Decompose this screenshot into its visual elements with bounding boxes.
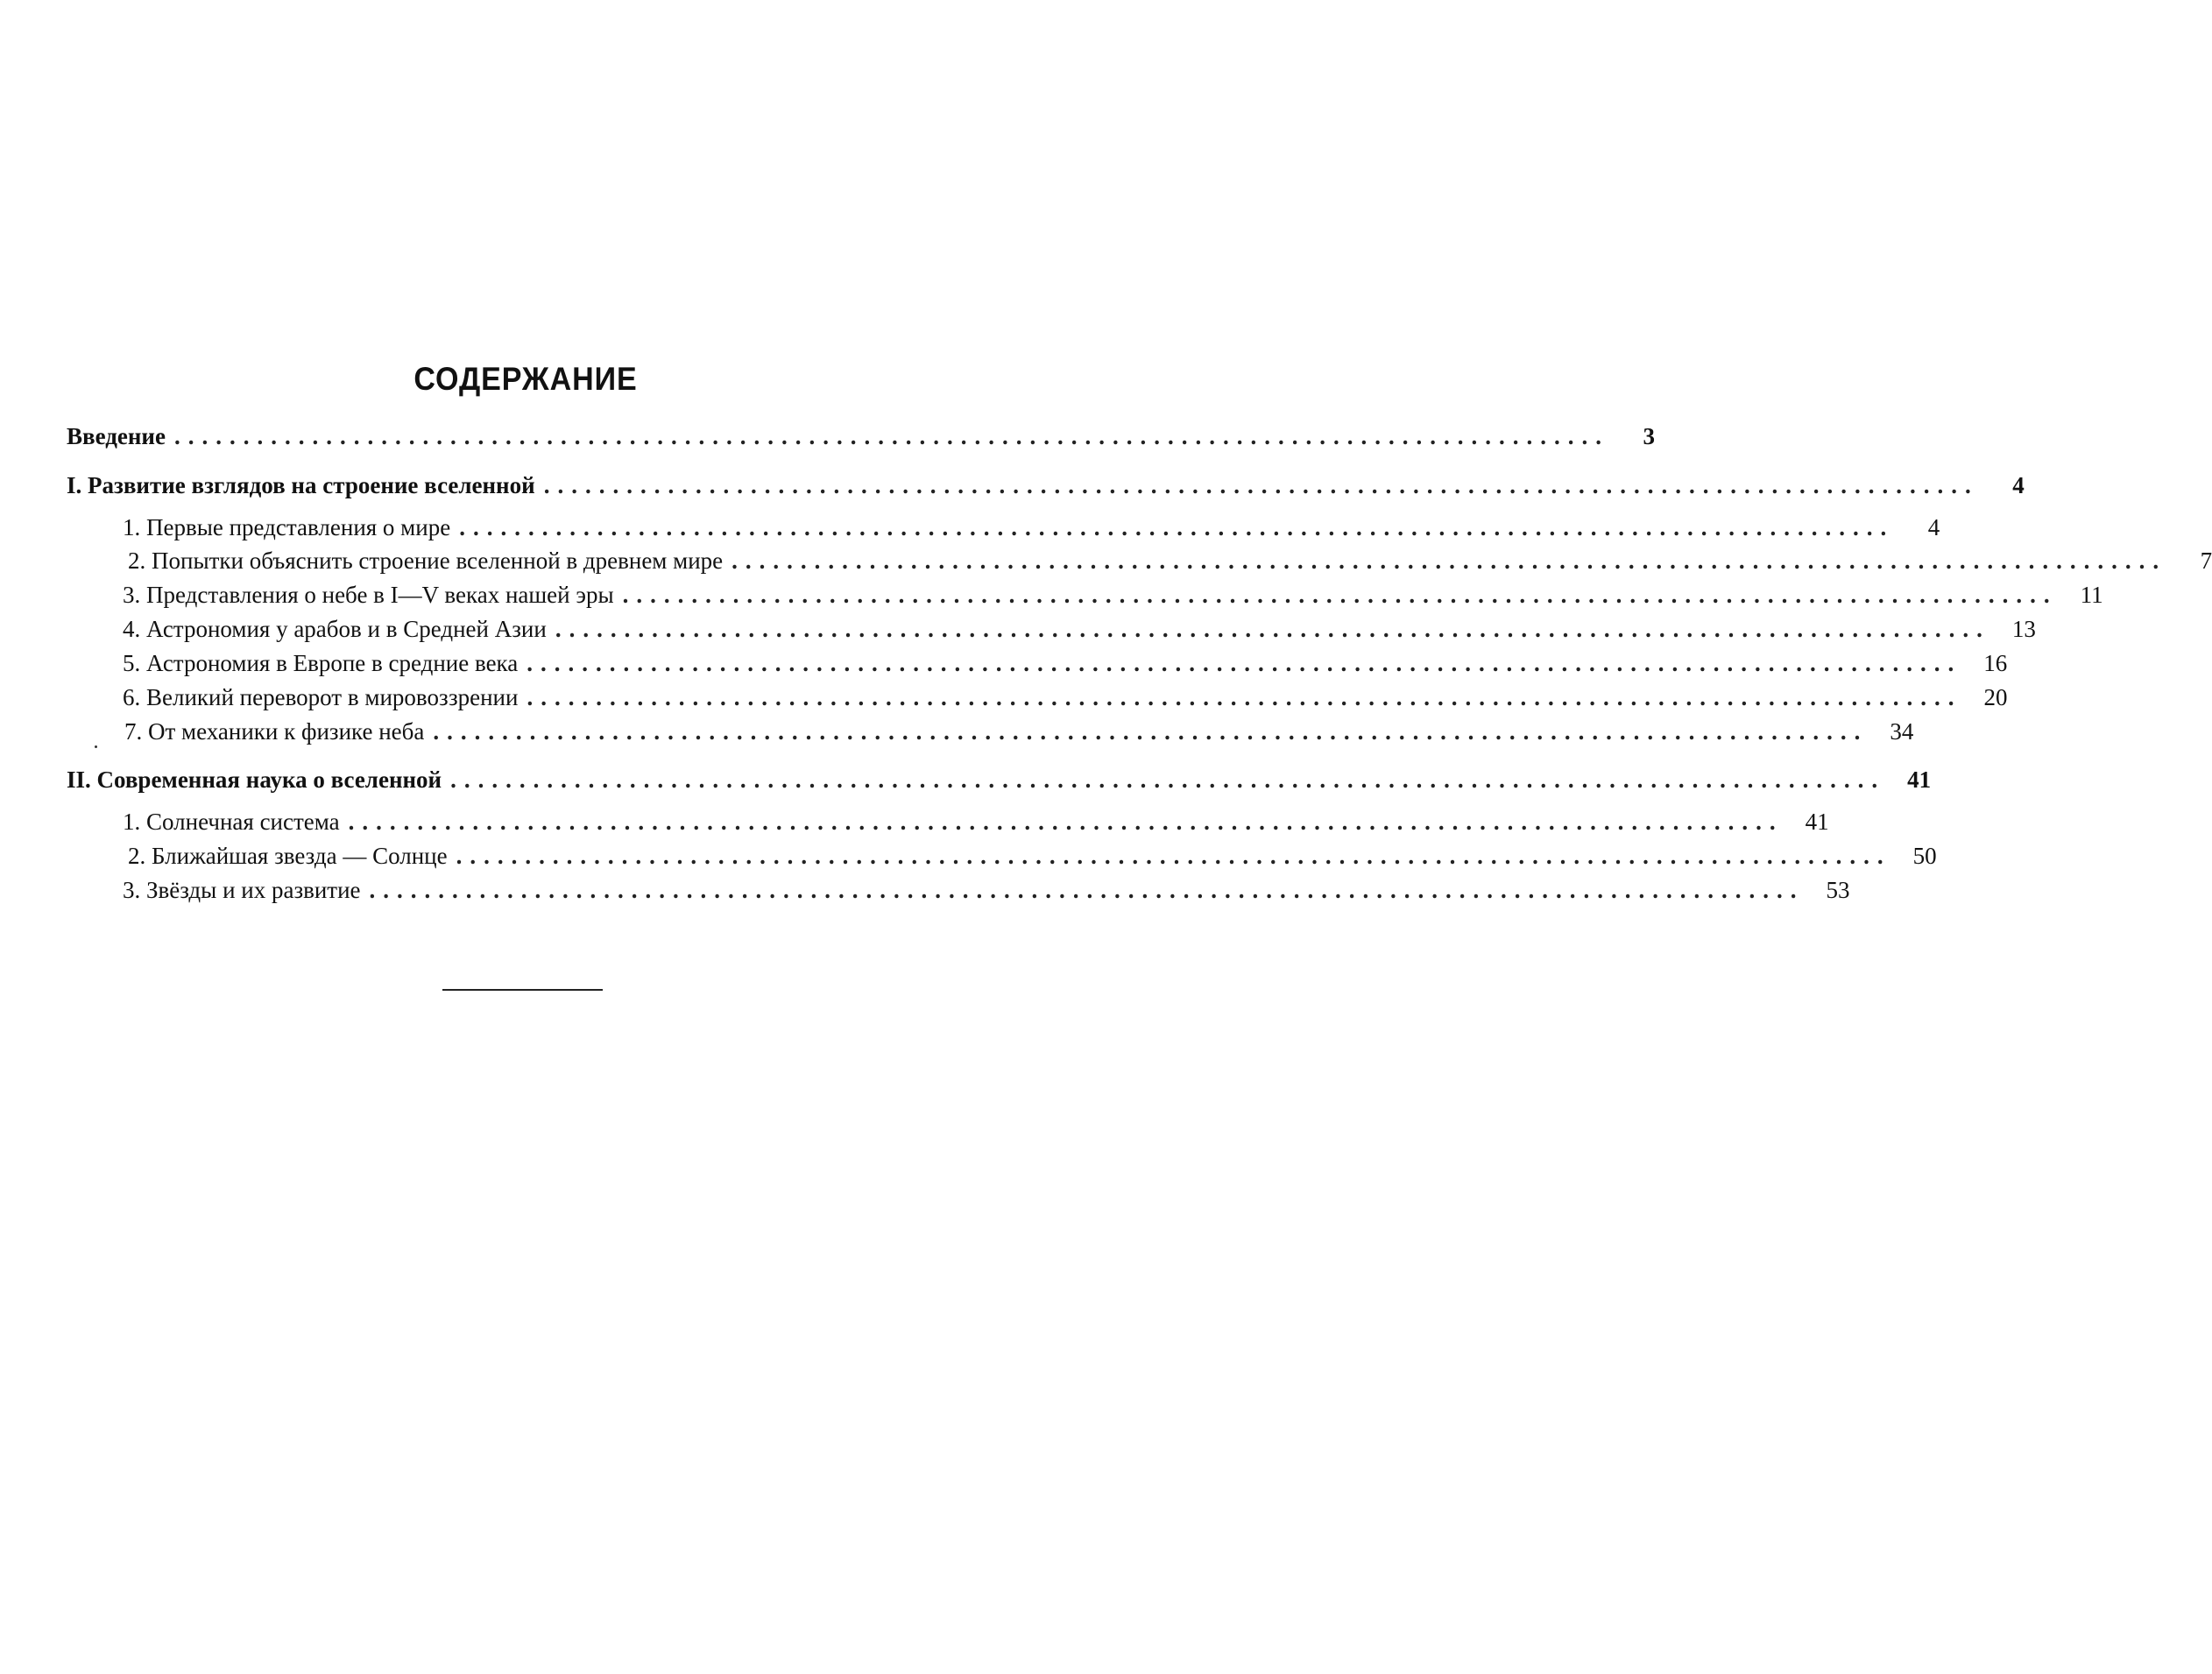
- toc-entry-label: 5. Астрономия в Европе в средние века: [123, 650, 519, 676]
- toc-entry-page: 41: [1907, 766, 1932, 793]
- toc-entry-label: 1. Первые представления о мире: [123, 514, 451, 540]
- toc-entry-page: 3: [1643, 423, 1655, 449]
- toc-entry-label: 3. Звёзды и их развитие: [123, 877, 361, 903]
- toc-entry-page: 13: [2011, 616, 2036, 642]
- toc-entry-label: 4. Астрономия у арабов и в Средней Азии: [123, 616, 547, 642]
- dot-leader: ........................................................................................................: [348, 809, 1784, 835]
- toc-entry-page: 4: [1927, 514, 1940, 540]
- toc-entry-label: 1. Солнечная система: [123, 809, 340, 835]
- print-speck: [95, 745, 97, 748]
- dot-leader: ........................................................................................................: [173, 423, 1609, 449]
- dot-leader: ........................................................................................................: [526, 650, 1962, 676]
- toc-entry-label: 2. Попытки объяснить строение вселенной в древнем мире: [128, 547, 724, 574]
- page-title: СОДЕРЖАНИЕ: [413, 361, 638, 397]
- toc-entry-page: 20: [1983, 684, 2008, 710]
- toc-entry-page: 50: [1912, 843, 1937, 869]
- toc-entry-2-3: [123, 875, 1850, 905]
- toc-entry-label: 6. Великий переворот в мировоззрении: [123, 684, 519, 710]
- toc-entry-label: 3. Представления о небе в I—V веках нашей эры: [123, 582, 614, 608]
- dot-leader: ........................................................................................................: [622, 582, 2058, 608]
- dot-leader: ........................................................................................................: [369, 877, 1805, 903]
- dot-leader: ........................................................................................................: [526, 684, 1962, 710]
- toc-entry-label: Введение: [67, 423, 166, 449]
- toc-entry-1-7: [124, 717, 1914, 746]
- dot-leader: ........................................................................................................: [456, 843, 1891, 869]
- toc-entry-page: 11: [2080, 582, 2103, 608]
- dot-leader: ........................................................................................................: [543, 472, 1979, 498]
- toc-entry-page: 4: [2012, 472, 2025, 498]
- toc-entry-page: 16: [1983, 650, 2008, 676]
- toc-entry-page: 41: [1805, 809, 1829, 835]
- toc-entry-1-2: [128, 546, 2212, 576]
- toc-entry-1-1: [123, 512, 1940, 542]
- toc-entry-2-2: [128, 841, 1937, 871]
- dot-leader: ........................................................................................................: [555, 616, 1990, 642]
- end-rule: [442, 989, 603, 991]
- dot-leader: ........................................................................................................: [731, 547, 2167, 574]
- toc-entry-part-2: [67, 765, 1932, 795]
- toc-entry-introduction: [67, 421, 1655, 451]
- toc-entry-page: 34: [1890, 718, 1914, 745]
- toc-entry-page: 7: [2200, 547, 2212, 574]
- toc-entry-1-3: [123, 580, 2103, 610]
- toc-entry-part-1: [67, 470, 2025, 500]
- toc-entry-label: II. Современная наука о вселенной: [67, 766, 442, 793]
- toc-entry-2-1: [123, 807, 1829, 837]
- dot-leader: ........................................................................................................: [450, 766, 1886, 793]
- dot-leader: ........................................................................................................: [459, 514, 1895, 540]
- toc-entry-1-4: [123, 614, 2036, 644]
- toc-entry-1-5: [123, 648, 2008, 678]
- dot-leader: ........................................................................................................: [433, 718, 1869, 745]
- toc-entry-1-6: [123, 682, 2008, 712]
- toc-entry-page: 53: [1826, 877, 1850, 903]
- toc-entry-label: I. Развитие взглядов на строение вселенной: [67, 472, 535, 498]
- toc-entry-label: 2. Ближайшая звезда — Солнце: [128, 843, 448, 869]
- toc-entry-label: 7. От механики к физике неба: [124, 718, 425, 745]
